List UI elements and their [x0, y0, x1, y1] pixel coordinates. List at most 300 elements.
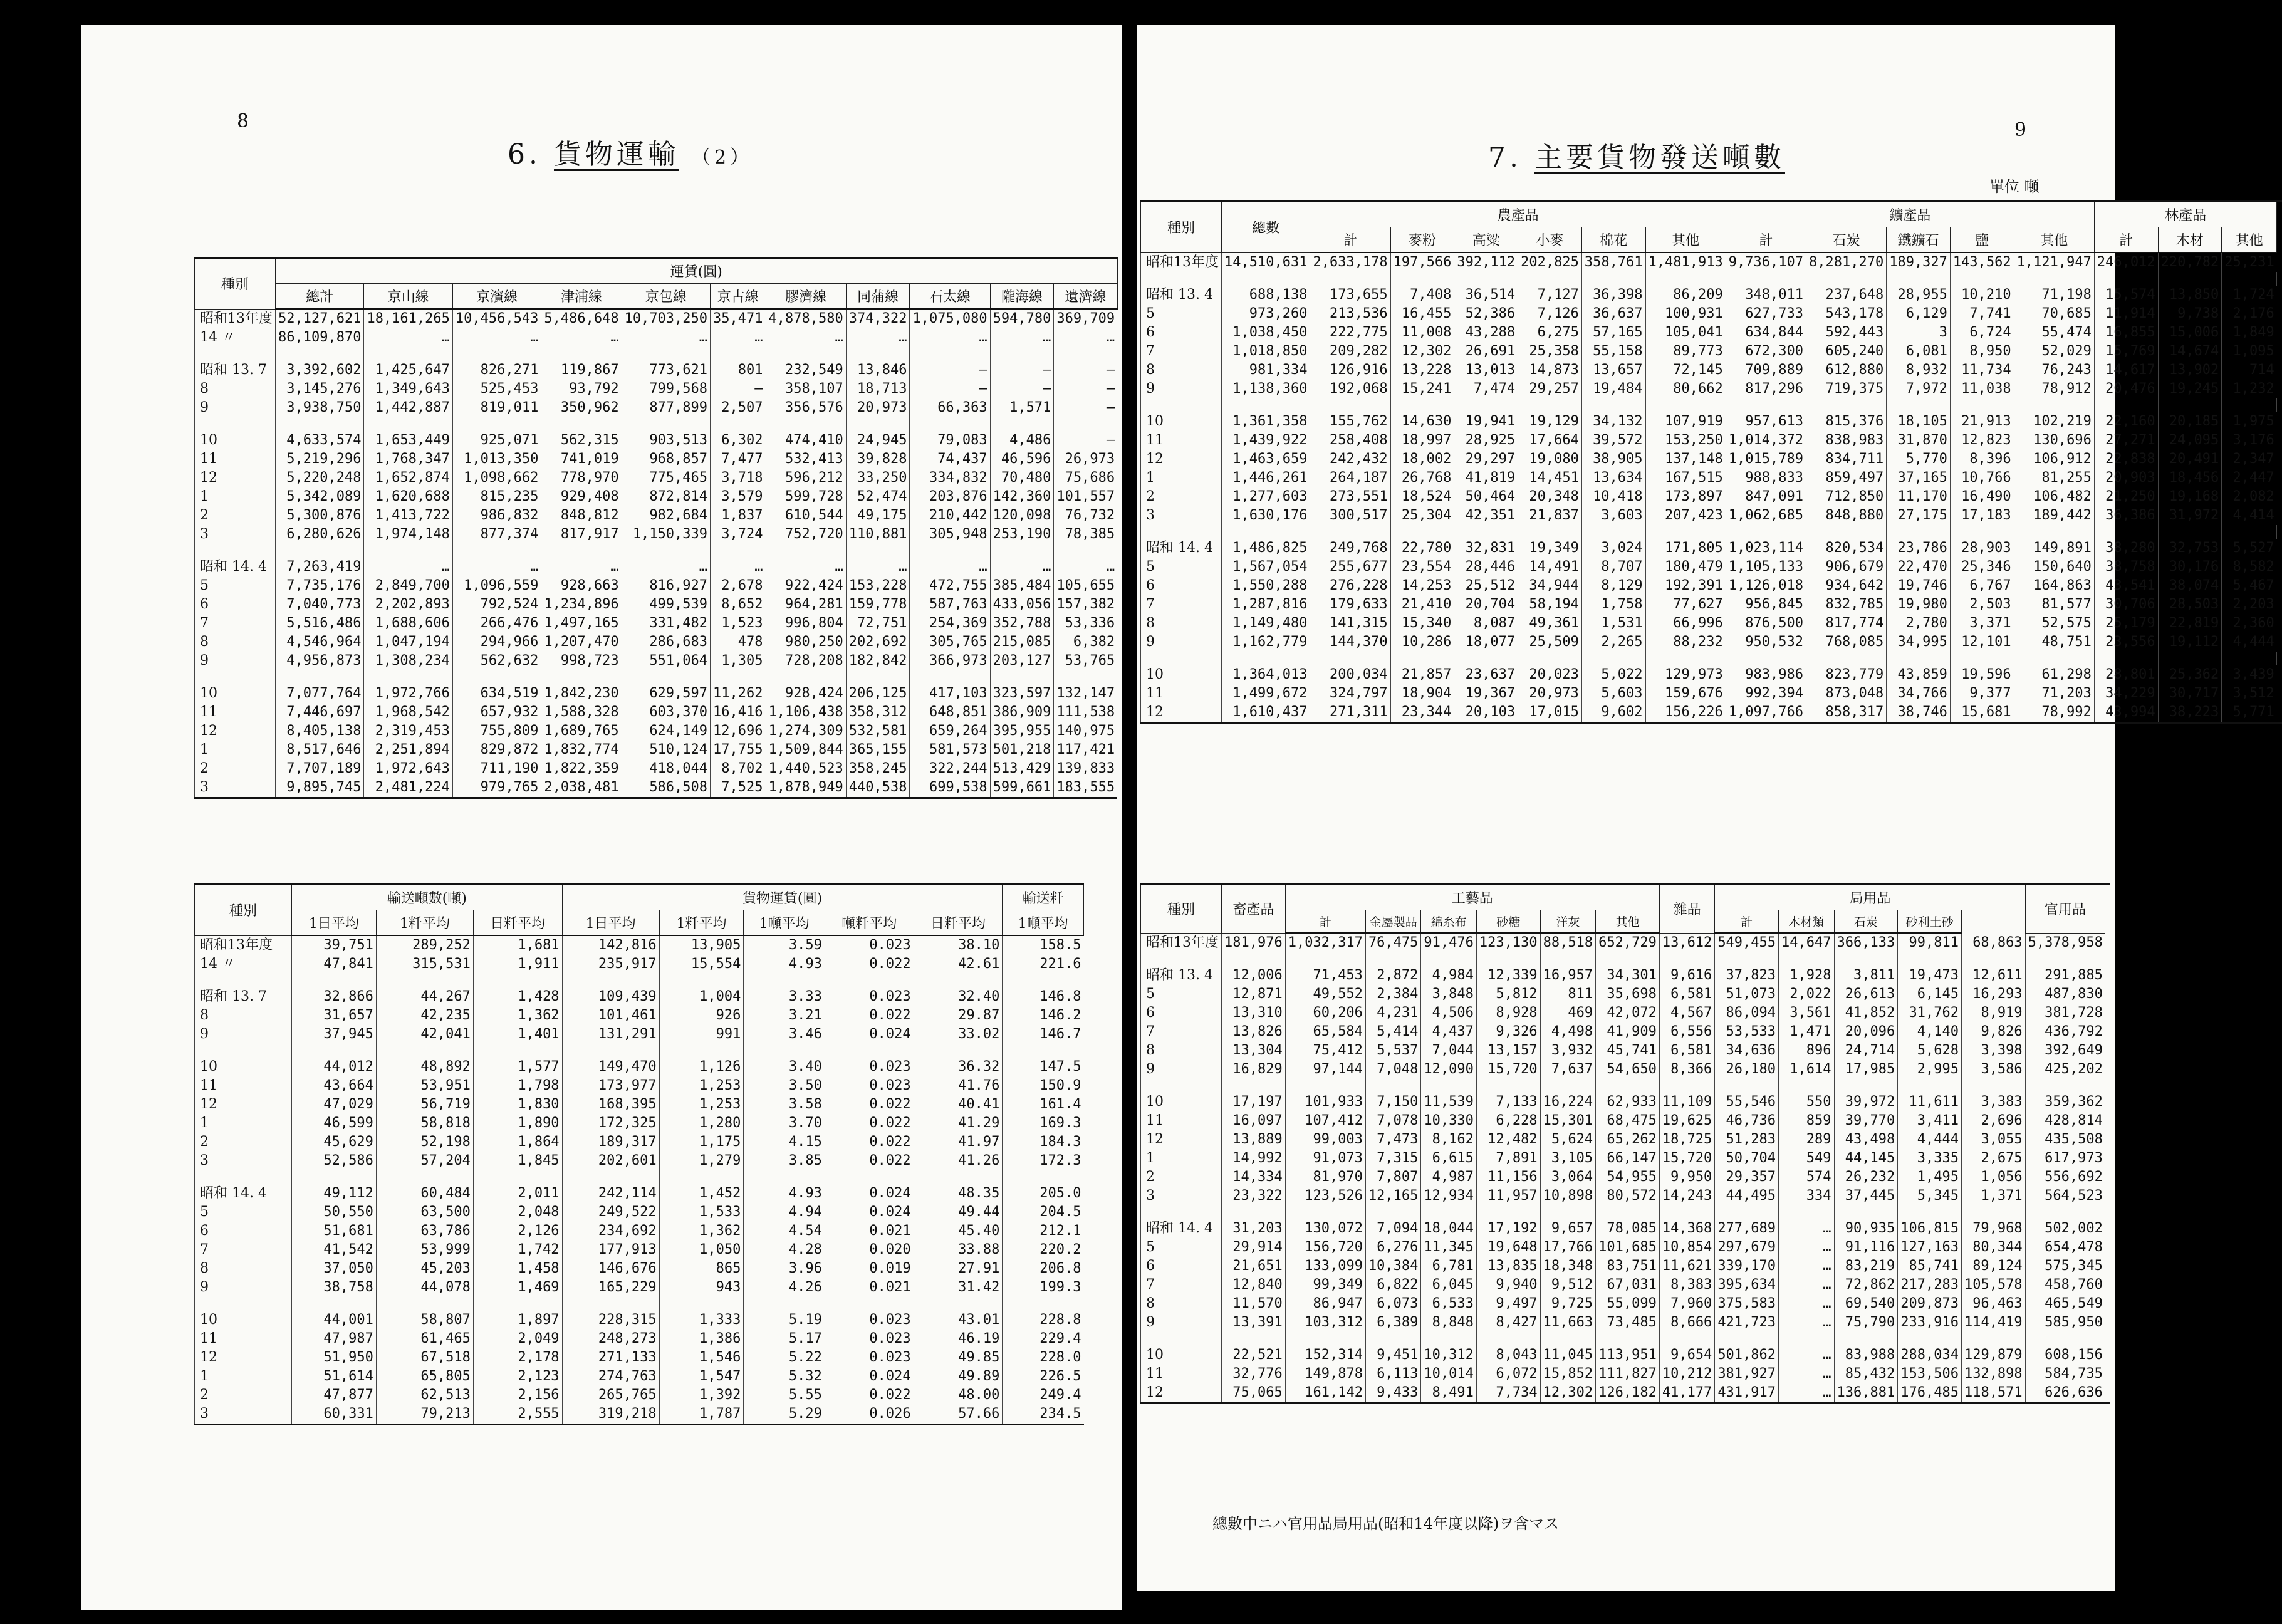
table-cell: 25,358 — [1518, 342, 1582, 361]
table-cell: 181,976 — [1222, 933, 1286, 952]
table-cell: 4,984 — [1421, 966, 1476, 985]
table-cell: 712,850 — [1806, 487, 1886, 506]
table-cell: 53,533 — [1715, 1023, 1779, 1041]
table-cell: 173,897 — [1645, 487, 1726, 506]
table-cell: 24,095 — [2158, 431, 2222, 450]
table-cell: 56,719 — [376, 1095, 473, 1114]
spacer-cell — [1596, 1332, 1660, 1346]
table-cell: 1,439,922 — [1222, 431, 1310, 450]
table-cell: 0.023 — [825, 1058, 914, 1076]
spacer-cell — [1950, 525, 2014, 539]
table-cell: 89,773 — [1645, 342, 1726, 361]
table-cell: 0.023 — [825, 1330, 914, 1348]
table-cell: … — [1779, 1276, 1834, 1294]
table-cell: 13,310 — [1222, 1004, 1286, 1023]
table-row — [195, 1222, 1084, 1241]
table-cell: 61,298 — [2014, 665, 2094, 684]
table-cell: 4,444 — [2222, 633, 2277, 652]
header-forest-group: 林產品 — [2094, 202, 2276, 227]
spacer-cell — [1887, 272, 1951, 286]
spacer-cell — [1779, 952, 1834, 966]
table-row — [1141, 272, 2282, 286]
table-cell: 8,427 — [1476, 1313, 1540, 1332]
spacer-cell — [1961, 1205, 2025, 1219]
table-cell: 1,149,480 — [1222, 614, 1310, 633]
row-label: 1 — [1141, 1149, 1222, 1168]
table-cell: 189,327 — [1887, 252, 1951, 272]
column-header: 京包線 — [622, 284, 710, 310]
table-cell: … — [846, 558, 910, 576]
spacer-cell — [2094, 652, 2158, 665]
table-cell: 11,170 — [1887, 487, 1951, 506]
table-cell: 73,485 — [1596, 1313, 1660, 1332]
table-cell: 7,127 — [1518, 286, 1582, 304]
column-header: 其他 — [1645, 227, 1726, 253]
table-cell: 22,819 — [2158, 614, 2222, 633]
table-cell: 54,650 — [1596, 1060, 1660, 1079]
spacer-cell — [1540, 1079, 1595, 1093]
column-header: 石炭 — [1806, 227, 1886, 253]
table-row — [1141, 1238, 2111, 1257]
spacer-cell — [1596, 1079, 1660, 1093]
table-cell: 10,312 — [1421, 1346, 1476, 1365]
table-cell: 324,797 — [1310, 684, 1390, 703]
page-number: 8 — [237, 110, 249, 132]
table-cell: 16,416 — [711, 703, 766, 722]
table-cell: … — [711, 328, 766, 347]
row-label: 5 — [1141, 558, 1222, 576]
table-cell: 29,297 — [1454, 450, 1518, 469]
table-row — [195, 544, 1118, 558]
table-cell: 436,792 — [2025, 1023, 2105, 1041]
table-cell: 17,755 — [711, 741, 766, 759]
spacer-cell — [1310, 525, 1390, 539]
table-cell: … — [1054, 558, 1117, 576]
table-cell: 1,588,328 — [541, 703, 622, 722]
table-cell: 392,649 — [2025, 1041, 2105, 1060]
table-cell: 206,125 — [846, 684, 910, 703]
spacer-cell — [1003, 1297, 1084, 1311]
table-cell: 18,997 — [1390, 431, 1454, 450]
table-cell: 4,444 — [1898, 1130, 1962, 1149]
spacer-cell — [1950, 272, 2014, 286]
table-cell: 65,262 — [1596, 1130, 1660, 1149]
spacer-cell — [1715, 1079, 1779, 1093]
table-cell: 817,774 — [1806, 614, 1886, 633]
table-cell: 6,556 — [1659, 1023, 1714, 1041]
table-cell: 5,812 — [1476, 985, 1540, 1004]
spacer-cell — [376, 974, 473, 987]
table-cell: 575,345 — [2025, 1257, 2105, 1276]
column-header: 其他 — [1596, 910, 1660, 934]
page-title: 6. 貨物運輸 （2） — [508, 138, 753, 170]
spacer-cell — [914, 974, 1003, 987]
spacer-cell — [1310, 398, 1390, 412]
table-cell: 106,815 — [1898, 1219, 1962, 1238]
table-cell: 1,279 — [659, 1152, 744, 1170]
spacer-cell — [2222, 272, 2277, 286]
table-cell: 20,348 — [1518, 487, 1582, 506]
table-cell: 348,011 — [1726, 286, 1806, 304]
table-cell: 21,651 — [1222, 1257, 1286, 1276]
table-cell: 926 — [659, 1006, 744, 1025]
freight-revenue-table — [194, 257, 1118, 799]
table-cell: 18,105 — [1887, 412, 1951, 431]
spacer-cell — [1726, 525, 1806, 539]
table-cell: 101,557 — [1054, 487, 1117, 506]
table-cell: 1,531 — [1581, 614, 1645, 633]
table-row — [1141, 1168, 2111, 1187]
table-cell: 594,780 — [990, 309, 1054, 328]
table-cell: 9,654 — [1659, 1346, 1714, 1365]
table-cell: 5,537 — [1365, 1041, 1420, 1060]
spacer-cell — [1141, 652, 1222, 665]
row-label: 1 — [1141, 469, 1222, 487]
row-label: 5 — [1141, 304, 1222, 323]
table-cell: 30,706 — [2094, 595, 2158, 614]
spacer-cell — [825, 1170, 914, 1184]
table-cell: — — [910, 380, 990, 398]
table-cell: 2,265 — [1581, 633, 1645, 652]
table-cell: 1,471 — [1779, 1023, 1834, 1041]
spacer-cell — [195, 974, 292, 987]
table-cell: 249,768 — [1310, 539, 1390, 558]
table-cell: 699,538 — [910, 778, 990, 798]
table-cell: 49.85 — [914, 1348, 1003, 1367]
row-label: 昭和 13. 4 — [1141, 966, 1222, 985]
table-cell: 8,396 — [1950, 450, 2014, 469]
table-cell: 711,190 — [452, 759, 541, 778]
row-label: 1 — [195, 1367, 292, 1386]
table-cell: 7,735,176 — [276, 576, 364, 595]
spacer-cell — [744, 1044, 825, 1058]
column-header: 石太線 — [910, 284, 990, 310]
left-page — [81, 25, 1122, 1610]
table-cell: 12,165 — [1365, 1187, 1420, 1205]
table-cell: 212.1 — [1003, 1222, 1084, 1241]
table-cell: 1,550,288 — [1222, 576, 1310, 595]
table-cell: 8,928 — [1476, 1004, 1540, 1023]
table-cell: 39,972 — [1834, 1093, 1898, 1111]
table-cell: 20,973 — [1518, 684, 1582, 703]
table-cell: 2,555 — [473, 1405, 562, 1425]
table-cell: 10,210 — [1950, 286, 2014, 304]
table-cell: 23,322 — [1222, 1187, 1286, 1205]
spacer-cell — [364, 347, 452, 361]
row-label: 5 — [1141, 985, 1222, 1004]
table-cell: 501,862 — [1715, 1346, 1779, 1365]
spacer-cell — [846, 417, 910, 431]
spacer-cell — [910, 670, 990, 684]
table-cell: 1,972,766 — [364, 684, 452, 703]
table-cell: 832,785 — [1806, 595, 1886, 614]
column-header: 砂糖 — [1476, 910, 1540, 934]
table-cell: 45,629 — [292, 1133, 377, 1152]
row-label: 9 — [1141, 380, 1222, 398]
spacer-cell — [1581, 398, 1645, 412]
table-cell: 2,048 — [473, 1203, 562, 1222]
row-label: 8 — [195, 633, 276, 652]
table-cell: 41.97 — [914, 1133, 1003, 1152]
column-header: 綿糸布 — [1421, 910, 1476, 934]
spacer-cell — [1365, 952, 1420, 966]
table-cell: 28,503 — [2158, 595, 2222, 614]
table-cell: 3.85 — [744, 1152, 825, 1170]
row-label: 昭和 13. 7 — [195, 361, 276, 380]
table-cell: 152,314 — [1285, 1346, 1365, 1365]
table-cell: 9,826 — [1961, 1023, 2025, 1041]
table-cell: 18,456 — [2158, 469, 2222, 487]
table-row — [1141, 469, 2282, 487]
table-cell: 2,347 — [2222, 450, 2277, 469]
table-cell: 465,549 — [2025, 1294, 2105, 1313]
table-row — [1141, 380, 2282, 398]
spacer-cell — [1222, 525, 1310, 539]
table-cell: 1,911 — [473, 955, 562, 974]
table-cell: 68,475 — [1596, 1111, 1660, 1130]
table-cell: 36,637 — [1581, 304, 1645, 323]
table-cell: 3.59 — [744, 935, 825, 955]
column-header: 木材 — [2158, 227, 2222, 253]
table-cell: 0.023 — [825, 1076, 914, 1095]
table-cell: 12,090 — [1421, 1060, 1476, 1079]
spacer-cell — [1054, 417, 1117, 431]
table-cell: 5,527 — [2222, 539, 2277, 558]
table-cell: 3,561 — [1779, 1004, 1834, 1023]
table-cell: 248,273 — [562, 1330, 659, 1348]
table-cell: 626,636 — [2025, 1383, 2105, 1403]
spacer-cell — [1518, 652, 1582, 665]
table-cell: 43,994 — [2094, 703, 2158, 723]
column-header: 計 — [1726, 227, 1806, 253]
table-cell: 19,473 — [1898, 966, 1962, 985]
spacer-cell — [1222, 652, 1310, 665]
row-label: 7 — [1141, 342, 1222, 361]
table-cell: 8,087 — [1454, 614, 1518, 633]
table-cell: 13,634 — [1581, 469, 1645, 487]
table-cell: 41,819 — [1454, 469, 1518, 487]
table-cell: 99,349 — [1285, 1276, 1365, 1294]
table-cell: 57.66 — [914, 1405, 1003, 1425]
table-cell: 39,770 — [1834, 1111, 1898, 1130]
table-cell: 358,761 — [1581, 252, 1645, 272]
table-row — [1141, 1060, 2111, 1079]
table-cell: 12,871 — [1222, 985, 1286, 1004]
column-header: 總計 — [276, 284, 364, 310]
spacer-cell — [1054, 347, 1117, 361]
table-cell: 1,681 — [473, 935, 562, 955]
table-row — [1141, 558, 2282, 576]
table-cell: 11,734 — [1950, 361, 2014, 380]
table-cell: 176,485 — [1898, 1383, 1962, 1403]
table-cell: 199.3 — [1003, 1278, 1084, 1297]
table-cell: 610,544 — [766, 506, 846, 525]
table-cell: 1,106,438 — [766, 703, 846, 722]
table-cell: 21,857 — [1390, 665, 1454, 684]
table-cell: 922,424 — [766, 576, 846, 595]
table-cell: 1,349,643 — [364, 380, 452, 398]
table-cell: 7,972 — [1887, 380, 1951, 398]
table-cell: 428,814 — [2025, 1111, 2105, 1130]
table-cell: 25,512 — [1454, 576, 1518, 595]
spacer-cell — [2014, 272, 2094, 286]
spacer-cell — [195, 670, 276, 684]
table-cell: 1,837 — [711, 506, 766, 525]
table-cell: 44,078 — [376, 1278, 473, 1297]
spacer-cell — [1476, 1205, 1540, 1219]
spacer-cell — [825, 974, 914, 987]
spacer-cell — [195, 347, 276, 361]
spacer-cell — [1834, 1332, 1898, 1346]
table-cell: 202,601 — [562, 1152, 659, 1170]
row-label: 10 — [1141, 1346, 1222, 1365]
spacer-cell — [914, 1044, 1003, 1058]
spacer-cell — [1898, 952, 1962, 966]
table-cell: 979,765 — [452, 778, 541, 798]
table-cell: 359,362 — [2025, 1093, 2105, 1111]
table-cell: 8,582 — [2222, 558, 2277, 576]
table-cell: 10,456,543 — [452, 309, 541, 328]
table-row — [1141, 652, 2282, 665]
table-cell: 8,950 — [1950, 342, 2014, 361]
table-row — [195, 1259, 1084, 1278]
table-cell: 986,832 — [452, 506, 541, 525]
table-cell: 107,919 — [1645, 412, 1726, 431]
spacer-cell — [2014, 525, 2094, 539]
table-cell: 1,253 — [659, 1095, 744, 1114]
spacer-cell — [1141, 1332, 1222, 1346]
table-cell: 102,219 — [2014, 412, 2094, 431]
table-cell: 358,312 — [846, 703, 910, 722]
table-cell: 1,126,018 — [1726, 576, 1806, 595]
row-label: 2 — [195, 1133, 292, 1152]
table-cell: 23,637 — [1454, 665, 1518, 684]
table-cell: 1,050 — [659, 1241, 744, 1259]
spacer-cell — [1518, 272, 1582, 286]
table-cell: 778,970 — [541, 469, 622, 487]
table-cell: 242,432 — [1310, 450, 1390, 469]
spacer-cell — [1454, 652, 1518, 665]
table-cell: 1,175 — [659, 1133, 744, 1152]
table-cell: 22,780 — [1390, 539, 1454, 558]
table-cell: 603,370 — [622, 703, 710, 722]
table-cell: 19,941 — [1454, 412, 1518, 431]
spacer-cell — [659, 974, 744, 987]
table-cell: 838,983 — [1806, 431, 1886, 450]
table-cell: 101,933 — [1285, 1093, 1365, 1111]
table-cell: 23,556 — [2094, 633, 2158, 652]
spacer-cell — [910, 347, 990, 361]
table-cell: 1,362 — [659, 1222, 744, 1241]
table-cell: 19,625 — [1659, 1111, 1714, 1130]
table-cell: 34,229 — [2094, 684, 2158, 703]
table-cell: 634,519 — [452, 684, 541, 703]
table-cell: 31,657 — [292, 1006, 377, 1025]
table-cell: 213,536 — [1310, 304, 1390, 323]
row-label: 6 — [1141, 1257, 1222, 1276]
spacer-cell — [1596, 952, 1660, 966]
table-cell: 46,596 — [990, 450, 1054, 469]
table-cell: 169.3 — [1003, 1114, 1084, 1133]
spacer-cell — [541, 670, 622, 684]
table-cell: 2,696 — [1961, 1111, 2025, 1130]
table-cell: 13,905 — [659, 935, 744, 955]
row-label: 7 — [195, 614, 276, 633]
row-label: 3 — [195, 525, 276, 544]
table-cell: 130,696 — [2014, 431, 2094, 450]
table-cell: 28,903 — [1950, 539, 2014, 558]
spacer-cell — [452, 417, 541, 431]
table-cell: 57,204 — [376, 1152, 473, 1170]
table-cell: 1,968,542 — [364, 703, 452, 722]
table-cell: … — [1779, 1383, 1834, 1403]
table-row — [195, 417, 1118, 431]
table-cell: 53,951 — [376, 1076, 473, 1095]
table-cell: 16,455 — [1390, 304, 1454, 323]
spacer-cell — [541, 347, 622, 361]
table-cell: 395,634 — [1715, 1276, 1779, 1294]
table-cell: 1,830 — [473, 1095, 562, 1114]
table-cell: 10,854 — [1659, 1238, 1714, 1257]
row-label: 3 — [195, 1405, 292, 1425]
table-cell: 366,973 — [910, 652, 990, 670]
row-label: 10 — [195, 1311, 292, 1330]
table-cell: 896 — [1779, 1041, 1834, 1060]
table-cell: — — [711, 380, 766, 398]
table-cell: 16,829 — [1222, 1060, 1286, 1079]
spacer-cell — [990, 417, 1054, 431]
spacer-cell — [1779, 1205, 1834, 1219]
table-cell: 1,577 — [473, 1058, 562, 1076]
spacer-cell — [2105, 1205, 2111, 1219]
table-cell: 925,071 — [452, 431, 541, 450]
table-cell: 74,437 — [910, 450, 990, 469]
header-mine-group: 鑛產品 — [1726, 202, 2094, 227]
row-label: 2 — [1141, 1168, 1222, 1187]
table-cell: 86,094 — [1715, 1004, 1779, 1023]
spacer-cell — [1421, 1079, 1476, 1093]
table-cell: 34,132 — [1581, 412, 1645, 431]
table-cell: 0.020 — [825, 1241, 914, 1259]
table-cell: 105,655 — [1054, 576, 1117, 595]
table-cell: 37,445 — [1834, 1187, 1898, 1205]
table-cell: 7,446,697 — [276, 703, 364, 722]
table-cell: 4.26 — [744, 1278, 825, 1297]
table-cell: 709,889 — [1726, 361, 1806, 380]
spacer-cell — [1141, 952, 1222, 966]
table-cell: 40.41 — [914, 1095, 1003, 1114]
table-cell: 53,999 — [376, 1241, 473, 1259]
table-cell: 6,724 — [1950, 323, 2014, 342]
table-cell: 91,116 — [1834, 1238, 1898, 1257]
table-cell: 172,325 — [562, 1114, 659, 1133]
table-cell: 141,315 — [1310, 614, 1390, 633]
table-cell: 334 — [1779, 1187, 1834, 1205]
table-cell: 26,691 — [1454, 342, 1518, 361]
table-cell: 2,178 — [473, 1348, 562, 1367]
table-row — [1141, 1187, 2111, 1205]
table-cell: 608,156 — [2025, 1346, 2105, 1365]
table-cell: 28,801 — [2094, 665, 2158, 684]
row-label: 11 — [195, 703, 276, 722]
table-cell: 305,765 — [910, 633, 990, 652]
table-row — [195, 1076, 1084, 1095]
spacer-cell — [541, 544, 622, 558]
spacer-cell — [1454, 525, 1518, 539]
table-cell: 119,867 — [541, 361, 622, 380]
table-cell: 10,384 — [1365, 1257, 1420, 1276]
table-cell: 101,685 — [1596, 1238, 1660, 1257]
